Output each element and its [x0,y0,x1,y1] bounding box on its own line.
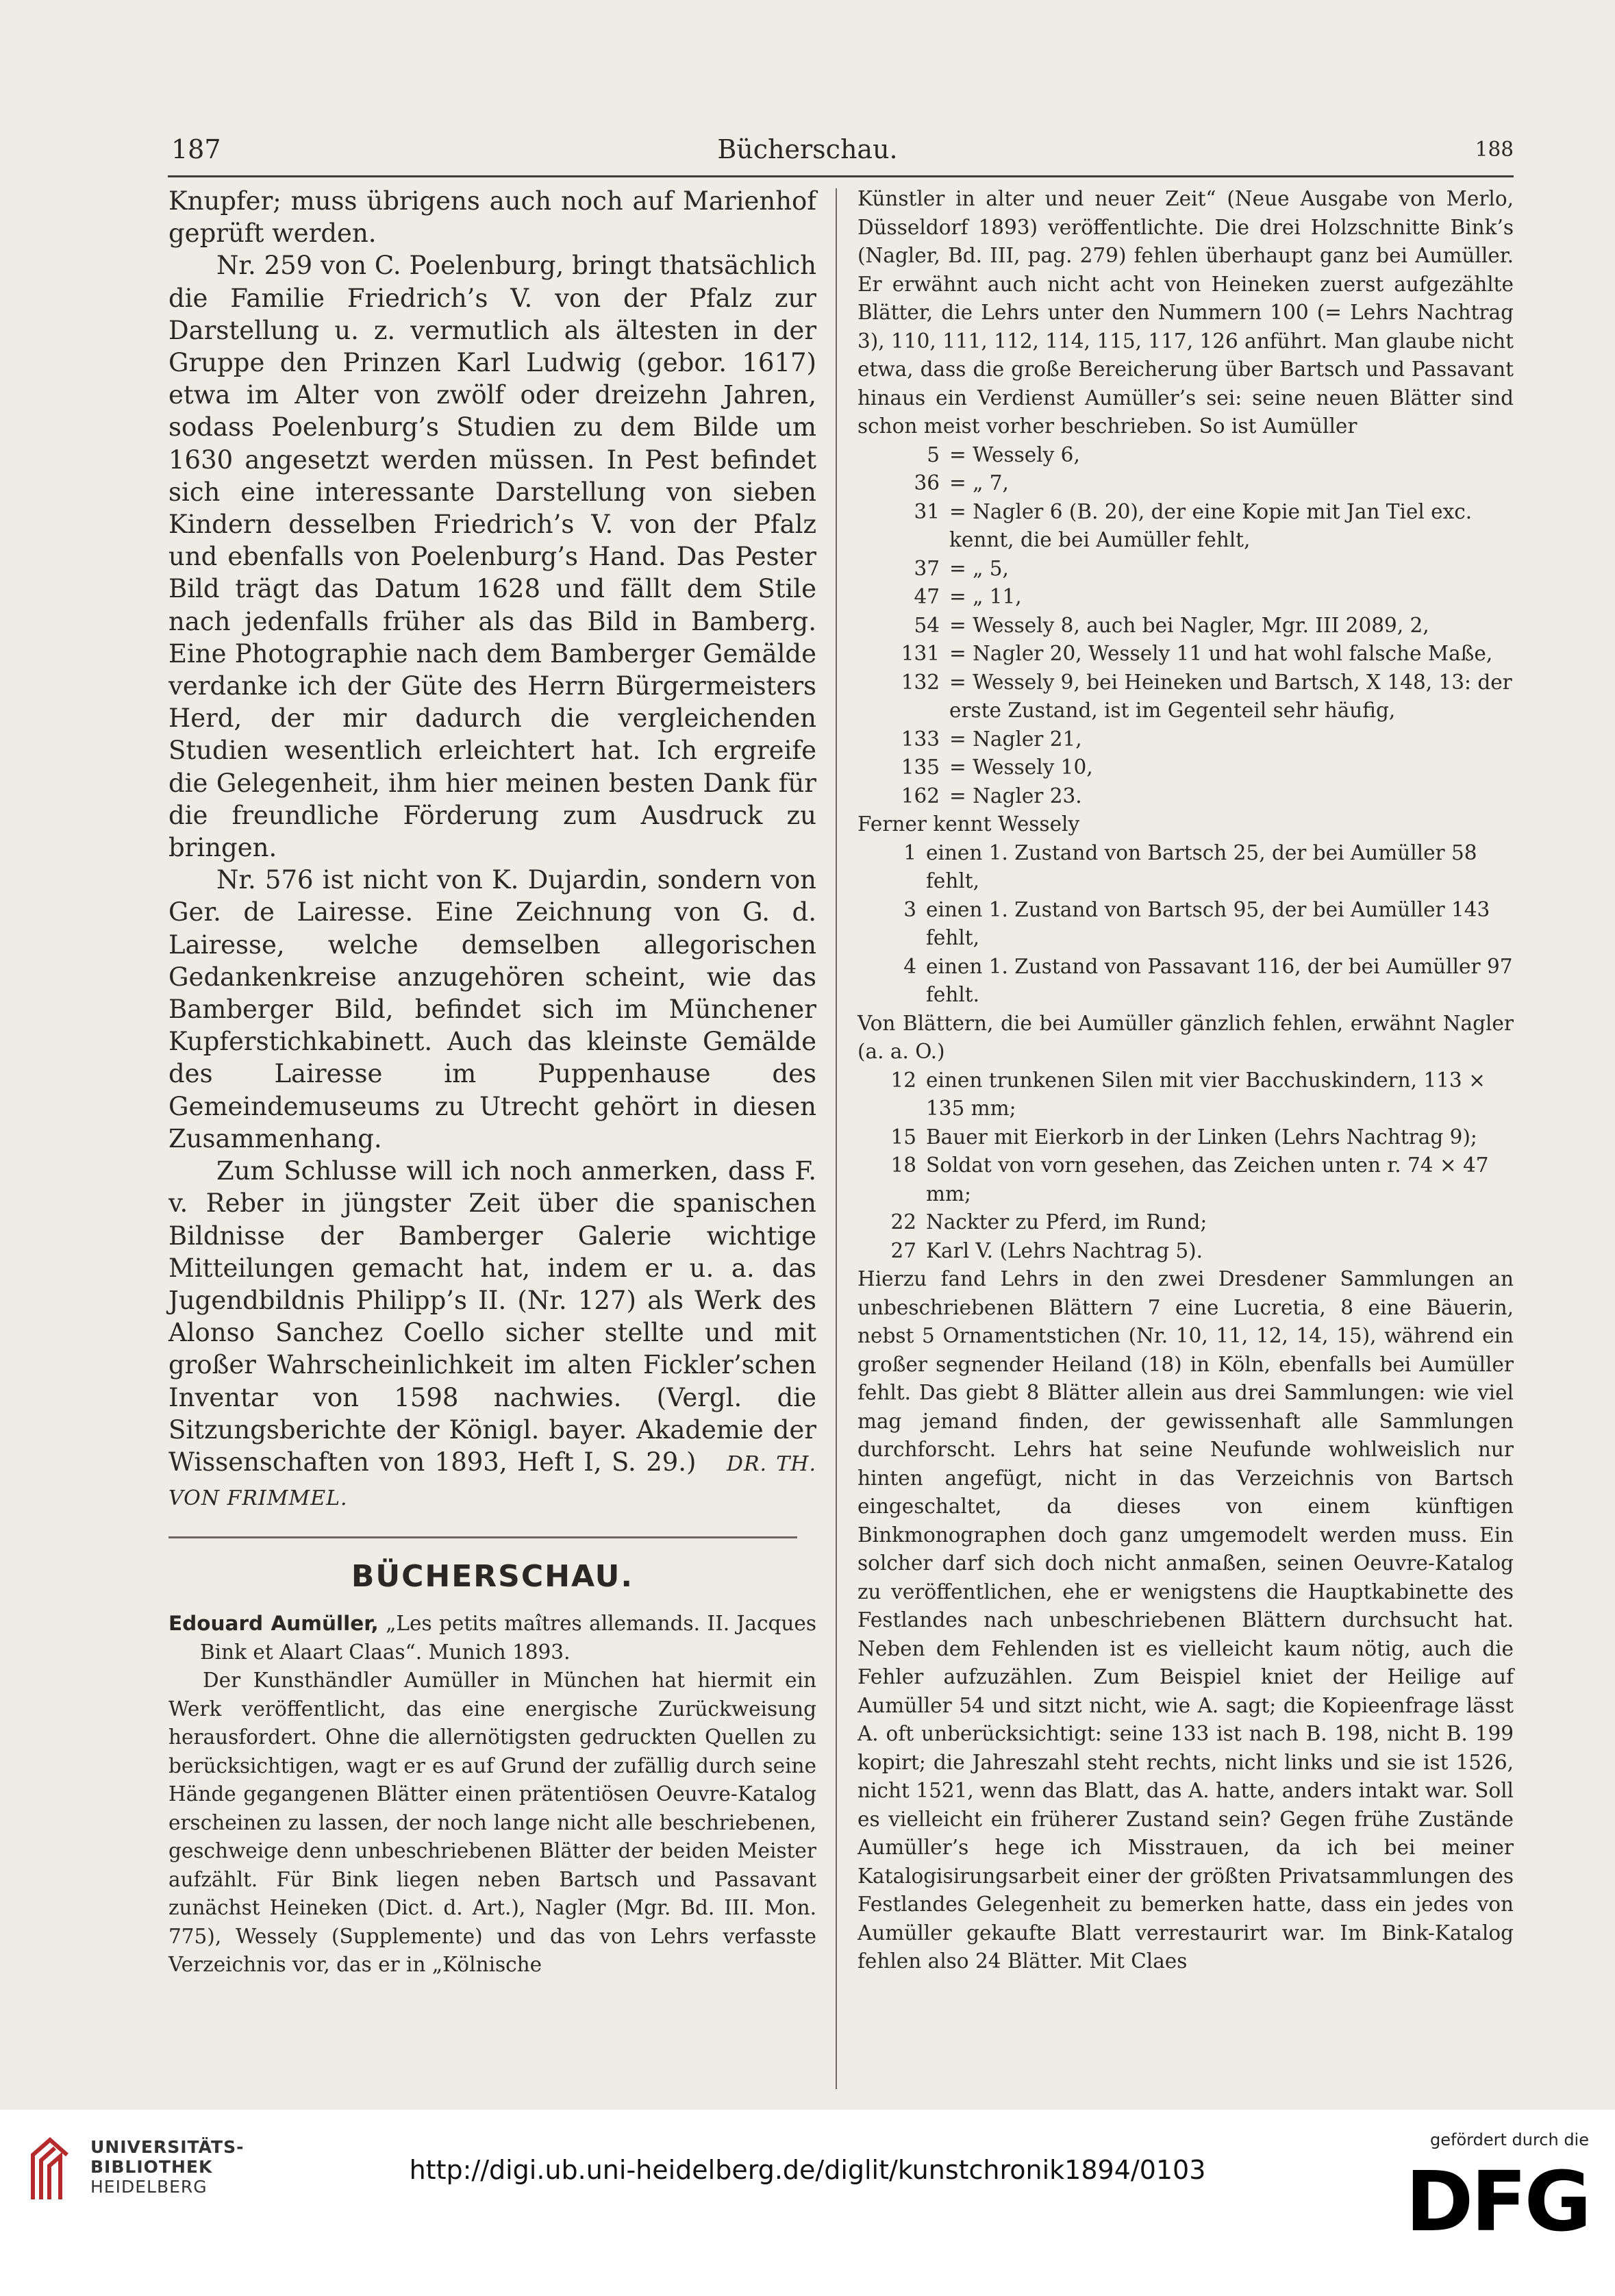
paragraph: Zum Schlusse will ich noch anmerken, dass F. v. Reber in jüngster Zeit über die spanischen Bildnisse der Bamberger Galerie wichtige Mitteilungen gemacht hat, indem er u. a. das Jugendbildnis Philipp’s II. (Nr. 127) als Werk des Alonso Sanchez Coello sicher stellte und mit großer Wahrscheinlichkeit im alten Fickler’schen Inventar von 1598 nachwies. (Vergl. die Sitzungsberichte der Königl. bayer. Akademie der Wissenschaften von 1893, Heft I, S. 29.) DR. TH. VON FRIMMEL. [168,1156,816,1511]
paragraph: Ferner kennt Wessely [857,812,1080,836]
section-title: BÜCHERSCHAU. [351,1559,634,1595]
list-item: 12 einen trunkenen Silen mit vier Bacchuskindern, 113 × 135 mm; [890,1068,1486,1120]
source-url-link[interactable]: http://digi.ub.uni-heidelberg.de/diglit/kunstchronik1894/0103 [409,2155,1206,2185]
list-item: 5 = Wessely 6, [927,442,1080,466]
review-heading [168,1610,816,1667]
footer-bar [0,2110,1615,2296]
left-column [168,185,816,1980]
right-column [857,185,1514,1976]
wessely-list [857,839,1514,1010]
list-item: 37 = „ 5, [914,556,1009,580]
institution-name: UNIVERSITÄTS- BIBLIOTHEK HEIDELBERG [90,2137,245,2197]
section-separator [168,1536,797,1538]
list-item: 131 = Nagler 20, Wessely 11 und hat wohl falsche Maße, [901,642,1493,665]
header-rule [168,175,1514,177]
list-item: 27 Karl V. (Lehrs Nachtrag 5). [890,1238,1203,1262]
review-text: Der Kunsthändler Aumüller in München hat hiermit ein Werk veröffentlicht, das eine energische Zurückweisung herausfordert. Ohne die allernötigsten gedruckten Quellen zu berücksichtigen, wagt er es auf Grund der zufällig durch seine Hände gegangenen Blätter einen prätentiösen Oeuvre-Katalog erscheinen zu lassen, der noch lange nicht alle beschriebenen, geschweige denn unbeschriebenen Blätter der beiden Meister aufzählt. Für Bink liegen neben Bartsch und Passavant zunächst Heineken (Dict. d. Art.), Nagler (Mgr. Bd. III. Mon. 775), Wessely (Supplemente) und das von Lehrs verfasste Verzeichnis vor, das er in „Kölnische [168,1669,816,1977]
paragraph: Von Blättern, die bei Aumüller gänzlich fehlen, erwähnt Nagler (a. a. O.) [857,1011,1514,1063]
review-author: Edouard Aumüller, [168,1612,379,1636]
paragraph: Nr. 259 von C. Poelenburg, bringt thatsächlich die Familie Friedrich’s V. von der Pfalz zur Darstellung u. z. vermutlich als ältesten in der Gruppe den Prinzen Karl Ludwig (gebor. 1617) etwa im Alter von zwölf oder dreizehn Jahren, sodass Poelenburg’s Studien zu dem Bilde um 1630 angesetzt werden müssen. In Pest befindet sich eine interessante Darstellung von sieben Kindern desselben Friedrich’s V. von der Pfalz und ebenfalls von Poelenburg’s Hand. Das Pester Bild trägt das Datum 1628 und fällt dem Stile nach jedenfalls früher als das Bild in Bamberg. Eine Photographie nach dem Bamberger Gemälde verdanke ich der Güte des Herrn Bürgermeisters Herd, der mir dadurch die vergleichenden Studien wesentlich erleichtert hat. Ich ergreife die Gelegenheit, ihm hier meinen besten Dank für die freundliche Förderung zum Ausdruck zu bringen. [168,251,816,863]
list-item: 18 Soldat von vorn gesehen, das Zeichen unten r. 74 × 47 mm; [890,1153,1489,1206]
list-item: 31 = Nagler 6 (B. 20), der eine Kopie mit Jan Tiel exc. kennt, die bei Aumüller fehlt, [914,499,1473,551]
list-item: 47 = „ 11, [914,585,1022,608]
paragraph: Knupfer; muss übrigens auch noch auf Marienhof geprüft werden. [168,186,816,249]
list-item: 36 = „ 7, [914,471,1009,495]
dfg-logo: DFG [1405,2155,1589,2250]
list-item: 133 = Nagler 21, [901,727,1082,751]
funded-by-label: gefördert durch die [1430,2130,1589,2149]
list-item: 15 Bauer mit Eierkorb in der Linken (Lehrs Nachtrag 9); [890,1125,1477,1149]
list-item: 4 einen 1. Zustand von Passavant 116, der bei Aumüller 97 fehlt. [903,954,1513,1006]
paragraph: Hierzu fand Lehrs in den zwei Dresdener Sammlungen an unbeschriebenen Blättern 7 eine Lucretia, 8 eine Bäuerin, nebst 5 Ornamentstichen (Nr. 10, 11, 12, 14, 15), während ein großer segnender Heiland (18) in Köln, ebenfalls bei Aumüller fehlt. Das giebt 8 Blätter allein aus drei Sammlungen: wie viel mag jemand finden, der gewissenhaft alle Sammlungen durchforscht. Lehrs hat seine Neufunde wohlweislich nur hinten angefügt, nicht in das Verzeichnis von Bartsch eingeschaltet, da dieses von einem künftigen Binkmonographen doch ganz umgemodelt werden muss. Ein solcher darf sich doch nicht anmaßen, seinen Oeuvre-Katalog zu veröffentlichen, ehe er wenigstens die Hauptkabinette des Festlandes nach unbeschriebenen Blättern durchsucht hat. Neben dem Fehlenden ist es vielleicht kaum nötig, auch die Fehler aufzuzählen. Zum Beispiel kniet der Heilige auf Aumüller 54 und sitzt nicht, wie A. sagt; die Kopieenfrage lässt A. oft unberücksichtigt: seine 133 ist nach B. 198, nicht B. 199 kopirt; die Jahreszahl steht rechts, nicht links und sie ist 1526, nicht 1521, wenn das Blatt, das A. hatte, anders intakt war. Soll es vielleicht ein früherer Zustand sein? Gegen frühe Zustände Aumüller’s hege ich Misstrauen, da ich bei meiner Katalogisirungsarbeit einer der größten Privatsammlungen des Festlandes Gelegenheit zu bemerken hatte, dass ein jedes von Aumüller gekaufte Blatt verrestaurirt war. Im Bink-Katalog fehlen also 24 Blätter. Mit Claes [857,1267,1514,1973]
page-number-right: 188 [1475,138,1514,161]
page-number-left: 187 [171,134,221,164]
list-item: 3 einen 1. Zustand von Bartsch 95, der bei Aumüller 143 fehlt, [903,897,1490,949]
list-item: 162 = Nagler 23. [901,784,1082,808]
paragraph: Nr. 576 ist nicht von K. Dujardin, sondern von Ger. de Lairesse. Eine Zeichnung von G. d. Lairesse, welche demselben allegorischen Gedankenkreise anzugehören scheint, wie das Bamberger Bild, befindet sich im Münchener Kupferstichkabinett. Auch das kleinste Gemälde des Lairesse im Puppenhause des Gemeindemuseums zu Utrecht gehört in diesen Zusammenhang. [168,865,816,1153]
list-item: 132 = Wessely 9, bei Heineken und Bartsch, X 148, 13: der erste Zustand, ist im Gegenteil sehr häufig, [901,670,1512,722]
author-signature: DR. TH. VON FRIMMEL. [168,1451,816,1511]
running-title: Bücherschau. [717,134,898,164]
concordance-list [857,441,1514,811]
list-item: 22 Nackter zu Pferd, im Rund; [890,1210,1207,1234]
column-divider [836,188,837,2089]
list-item: 54 = Wessely 8, auch bei Nagler, Mgr. III 2089, 2, [914,613,1429,637]
list-item: 135 = Wessely 10, [901,756,1093,779]
paragraph: Künstler in alter und neuer Zeit“ (Neue Ausgabe von Merlo, Düsseldorf 1893) veröffentlichte. Die drei Holzschnitte Bink’s (Nagler, Bd. III, pag. 279) fehlen überhaupt ganz bei Aumüller. Er erwähnt auch nicht acht von Heineken zuerst aufgezählte Blätter, die Lehrs unter den Nummern 100 (= Lehrs Nachtrag 3), 110, 111, 112, 114, 115, 117, 126 anführt. Man glaube nicht etwa, dass die große Bereicherung über Bartsch und Passavant hinaus ein Verdienst Aumüller’s sei: seine neuen Blätter sind schon meist vorher beschrieben. So ist Aumüller [857,187,1514,438]
review-title: „Les petits maîtres allemands. II. Jacques Bink et Alaart Claas“. Munich 1893. [200,1612,816,1664]
list-item: 1 einen 1. Zustand von Bartsch 25, der bei Aumüller 58 fehlt, [903,840,1477,893]
nagler-list [857,1066,1514,1266]
